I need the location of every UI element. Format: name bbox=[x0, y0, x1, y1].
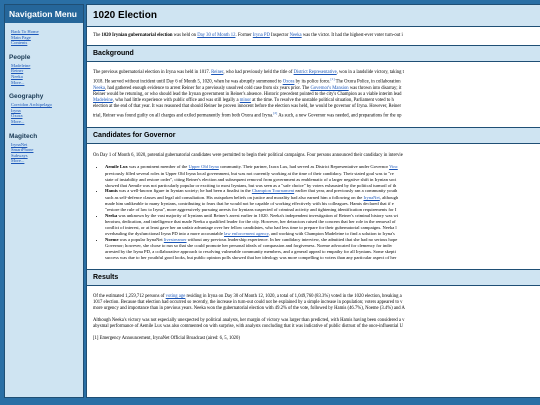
minor-link[interactable]: minor bbox=[239, 97, 251, 103]
navigation-menu bbox=[4, 4, 84, 398]
candidate-name: Aemile Lux bbox=[105, 164, 128, 170]
text: overhauling the dysfunctional Iryna PD into a more accountable bbox=[105, 230, 225, 236]
text: , although bbox=[379, 195, 399, 201]
background-paragraph bbox=[93, 70, 534, 119]
nav-section-title-people: People bbox=[9, 53, 31, 61]
oxora-link[interactable]: Oxora bbox=[282, 79, 295, 85]
nav-link-more[interactable]: More... bbox=[11, 158, 25, 164]
text: , who had previously held the title of bbox=[223, 70, 294, 75]
text: was unknown by the vast majority of Irynians until Reiner's arrest earlier in 1020. Neeka's independent investigation of Reiner's criminal history was wi bbox=[117, 212, 399, 218]
inline-link[interactable]: livestreamer bbox=[163, 236, 187, 242]
nav-link-neeka[interactable]: Neeka bbox=[11, 73, 23, 79]
text: The Oxora Police, in collaboration bbox=[334, 79, 401, 85]
inline-link[interactable]: voting age bbox=[165, 293, 186, 299]
candidate-name: Hamis bbox=[105, 188, 118, 194]
intro-paragraph bbox=[93, 33, 534, 39]
candidate-item bbox=[105, 188, 534, 194]
text: , had gathered enough evidence to arrest Reiner for a previously unsolved cold case from six years prior. The bbox=[104, 85, 311, 91]
background-section-header bbox=[87, 45, 540, 62]
results-paragraph-1 bbox=[93, 294, 534, 312]
intro-text: was held on bbox=[172, 33, 198, 38]
text: , and working with Champion Madeleine to find a solution to Iryna's bbox=[268, 230, 395, 236]
nav-link-subways[interactable]: Subways bbox=[11, 152, 28, 158]
text: earlier that year, and previously ran a community youth bbox=[294, 188, 398, 194]
nav-link-more[interactable]: More... bbox=[11, 79, 25, 85]
reference-2-link[interactable]: [2] bbox=[273, 110, 278, 115]
madeleine-link[interactable]: Madeleine bbox=[93, 97, 113, 103]
results-line bbox=[93, 324, 534, 330]
candidates-list bbox=[93, 164, 534, 261]
results-paragraph-2 bbox=[93, 318, 534, 330]
text: was thrown into disarray; it bbox=[348, 85, 402, 91]
text: 1017 election. Because that election had occurred so recently, the increase in turn-out could not be explained by a simple increase in population; voters appeared to v bbox=[93, 299, 403, 305]
intro-text: The bbox=[93, 33, 102, 38]
candidate-item bbox=[105, 213, 534, 219]
candidates-intro: On Day 1 of Month 6, 1020, potential gubernatorial candidates were permitted to begin their political campaigns. Four persons announced their candidacy in intervie bbox=[93, 153, 403, 159]
neeka-link[interactable]: Neeka bbox=[93, 85, 105, 91]
nav-link-corvidon-archipelago[interactable]: Corvidon Archipelago bbox=[11, 102, 52, 108]
text: trial, Reiner was found guilty on all charges and exiled permanently from both Oxora and Iryna. bbox=[93, 113, 274, 119]
nav-sections bbox=[5, 54, 83, 164]
district-representative-link[interactable]: District Representative bbox=[293, 70, 337, 75]
intro-text: was the victor. It had the highest-ever voter turn-out i bbox=[301, 33, 403, 38]
reference-1-link[interactable]: [1] bbox=[330, 77, 335, 81]
candidate-item bbox=[105, 164, 534, 170]
inline-link[interactable]: Upper Old Iryna bbox=[188, 164, 219, 170]
text: by its police force. bbox=[294, 79, 331, 85]
reiner-link[interactable]: Reiner bbox=[211, 70, 224, 75]
text: 1018. He served without incident until Day 6 of Month 5, 1020, when he was abruptly summoned to bbox=[93, 79, 283, 85]
text: conflict of interest, or at least gave her an unfair advantage over her fellow candidates, who had less time to prepare for their gubernatorial campaigns. Neeka l bbox=[105, 225, 397, 231]
text: made him unlikeable to many Irynians, contributing to fears that he would not be capable of working effectively with his colleagues. Hamis declared that if e bbox=[105, 200, 394, 206]
text: Governor; however, she chose to run so that she could promote her personal ideals of compassion and forgiveness. Noeme advocated for clemency for indiv bbox=[105, 243, 393, 249]
background-line: election at the end of that year. It was reasoned that should Reiner be proven innocent before the election was held, he would be governor of Iryna. However, Reiner bbox=[93, 103, 402, 109]
nav-main-links bbox=[5, 29, 83, 46]
neeka-link[interactable]: Neeka bbox=[289, 33, 302, 38]
nav-link-more[interactable]: More... bbox=[11, 118, 25, 124]
article-content bbox=[86, 4, 540, 398]
navigation-menu-title: Navigation Menu bbox=[5, 5, 83, 23]
nav-link-contents[interactable]: Contents bbox=[11, 40, 28, 46]
governors-mansion-link[interactable]: Governor's Mansion bbox=[310, 85, 349, 91]
text: such as self-defence classes and legal aid consultation. His outspoken beliefs on justice and morality had also earned him a following on the bbox=[105, 195, 364, 201]
intro-text: Inspector bbox=[269, 33, 290, 38]
background-line bbox=[93, 76, 534, 86]
background-line: Reiner would be returning, or who should lead the Irynan government in Reiner's absence. Historic precedent pointed to the city's Champion as a viable interim lead bbox=[93, 91, 402, 97]
text: abysmal performance of Aemile Lux was also commented on with surprise, with analysts concluding that it was indicative of public distrust of the once-influential U bbox=[93, 323, 403, 329]
candidate-name: Noeme bbox=[105, 236, 119, 242]
text: Of the estimated 1,259,712 persons of bbox=[93, 293, 166, 299]
text: As such, a new Governor was needed, and preparations for the up bbox=[277, 113, 402, 119]
text: was a prominent member of the bbox=[127, 164, 189, 170]
results-line bbox=[93, 306, 534, 312]
inline-link[interactable]: Champion Tournament bbox=[251, 188, 295, 194]
nav-link-back-to-home[interactable]: Back To Home bbox=[11, 29, 39, 34]
background-line bbox=[93, 110, 534, 120]
text: residing in Iryna on Day 30 of Month 12, 1020, a total of 1,049,760 (83.3%) voted in the 1020 election, breaking a bbox=[185, 293, 402, 299]
candidate-name: Neeka bbox=[105, 212, 118, 218]
intro-bold-title: 1020 Irynian gubernatorial election bbox=[101, 33, 173, 38]
text: The previous gubernatorial election in Iryna was held in 1017. bbox=[93, 70, 212, 75]
text: , who had little experience with public office and was still legally a bbox=[112, 97, 240, 103]
footnote: [1] Emergency Announcement, IrynaNet Official Broadcast (aired: 6, 5, 1020) bbox=[93, 335, 240, 341]
election-date-link[interactable]: Day 30 of Month 12 bbox=[197, 33, 236, 38]
text: at the time. To resolve the unstable political situation, Parliament voted to h bbox=[250, 97, 394, 103]
text: previously filled several roles in Upper Old Iryna local government, but was not currently working at the time of their candidacy. Their stated goal was to "re bbox=[105, 170, 394, 176]
inline-link[interactable]: Vinc bbox=[389, 164, 398, 170]
intro-text: . Former bbox=[235, 33, 253, 38]
text: "restore the rule of law to Iryna", more aggressively pursuing arrests for Irynians suspected of criminal activity and tightening identification requirements for I bbox=[105, 206, 397, 212]
text: arrested by the Iryna PD, a collaborative approach to resolving vulnerable community members, and a general appeal to empathy for all Irynians. Some skepti bbox=[105, 249, 396, 255]
nav-link-irynanet[interactable]: IrynaNet bbox=[11, 141, 28, 147]
inline-link[interactable]: law enforcement agency bbox=[224, 230, 269, 236]
text: heroism, dedication, and intelligence that made Neeka a qualified leader for the city. However, her detractors raised the concern that her role in the removal of bbox=[105, 219, 396, 225]
candidates-section-header bbox=[87, 127, 540, 144]
candidates-heading: Candidates for Governor bbox=[93, 132, 176, 140]
text: community. Their partner, Ixora Lux, had served as District Representative under Governor bbox=[218, 164, 390, 170]
text: without any previous leadership experience. In her candidacy interview, she admitted that she had no serious hope bbox=[186, 236, 398, 242]
nav-link-main-page[interactable]: Main Page bbox=[11, 34, 31, 40]
page-title-bar bbox=[87, 5, 540, 27]
text: , won in a landslide victory, taking t bbox=[336, 70, 404, 75]
nav-link-iryna[interactable]: Iryna bbox=[11, 107, 21, 113]
nav-section-title-geography: Geography bbox=[9, 93, 44, 101]
iryna-pd-link[interactable]: Iryna PD bbox=[252, 33, 270, 38]
inline-link[interactable]: IrynaNet bbox=[363, 195, 380, 201]
background-heading: Background bbox=[93, 50, 134, 57]
results-section-header bbox=[87, 269, 540, 286]
page-title: 1020 Election bbox=[93, 10, 157, 21]
text: was a well-known figure in Irynian society; he had been a finalist in the bbox=[117, 188, 252, 194]
text: was a popular IrynaNet bbox=[118, 236, 164, 242]
results-heading: Results bbox=[93, 273, 119, 281]
candidate-line bbox=[105, 255, 534, 261]
nav-link-reiner[interactable]: Reiner bbox=[11, 68, 24, 74]
candidates-list-wrapper bbox=[93, 164, 534, 261]
nav-link-oxora[interactable]: Oxora bbox=[11, 113, 23, 119]
text: showed that Aemile was not particularly popular or exciting to most Irynians, but was seen as a "safe choice" by voters exhausted by the political turmoil of th bbox=[105, 182, 397, 188]
text: Although Neeka's victory was not especially unexpected by political analysts, her margin of victory was larger than predicted, with Hamis having been considered a v bbox=[93, 317, 405, 323]
nav-link-smartphone[interactable]: SmartPhone bbox=[11, 147, 34, 153]
candidate-item bbox=[105, 237, 534, 243]
text: state of instability and restore order", citing Reiner's election and subsequent removal from government as emblematic of a larger negative shift in Irynian soci bbox=[105, 176, 397, 182]
nav-link-madeleine[interactable]: Madeleine bbox=[11, 62, 31, 68]
text: more urgency and importance than in previous years. Neeka won the gubernatorial election with 49.2% of the vote, followed by Hamis (46.7%), Noeme (3.4%) and A bbox=[93, 305, 405, 311]
text: success was due to her youthful good looks, but public opinion polls showed that her ideology was more compelling to voters than any particular aspect of her bbox=[105, 255, 397, 261]
nav-section-title-magitech: Magitech bbox=[9, 132, 38, 140]
